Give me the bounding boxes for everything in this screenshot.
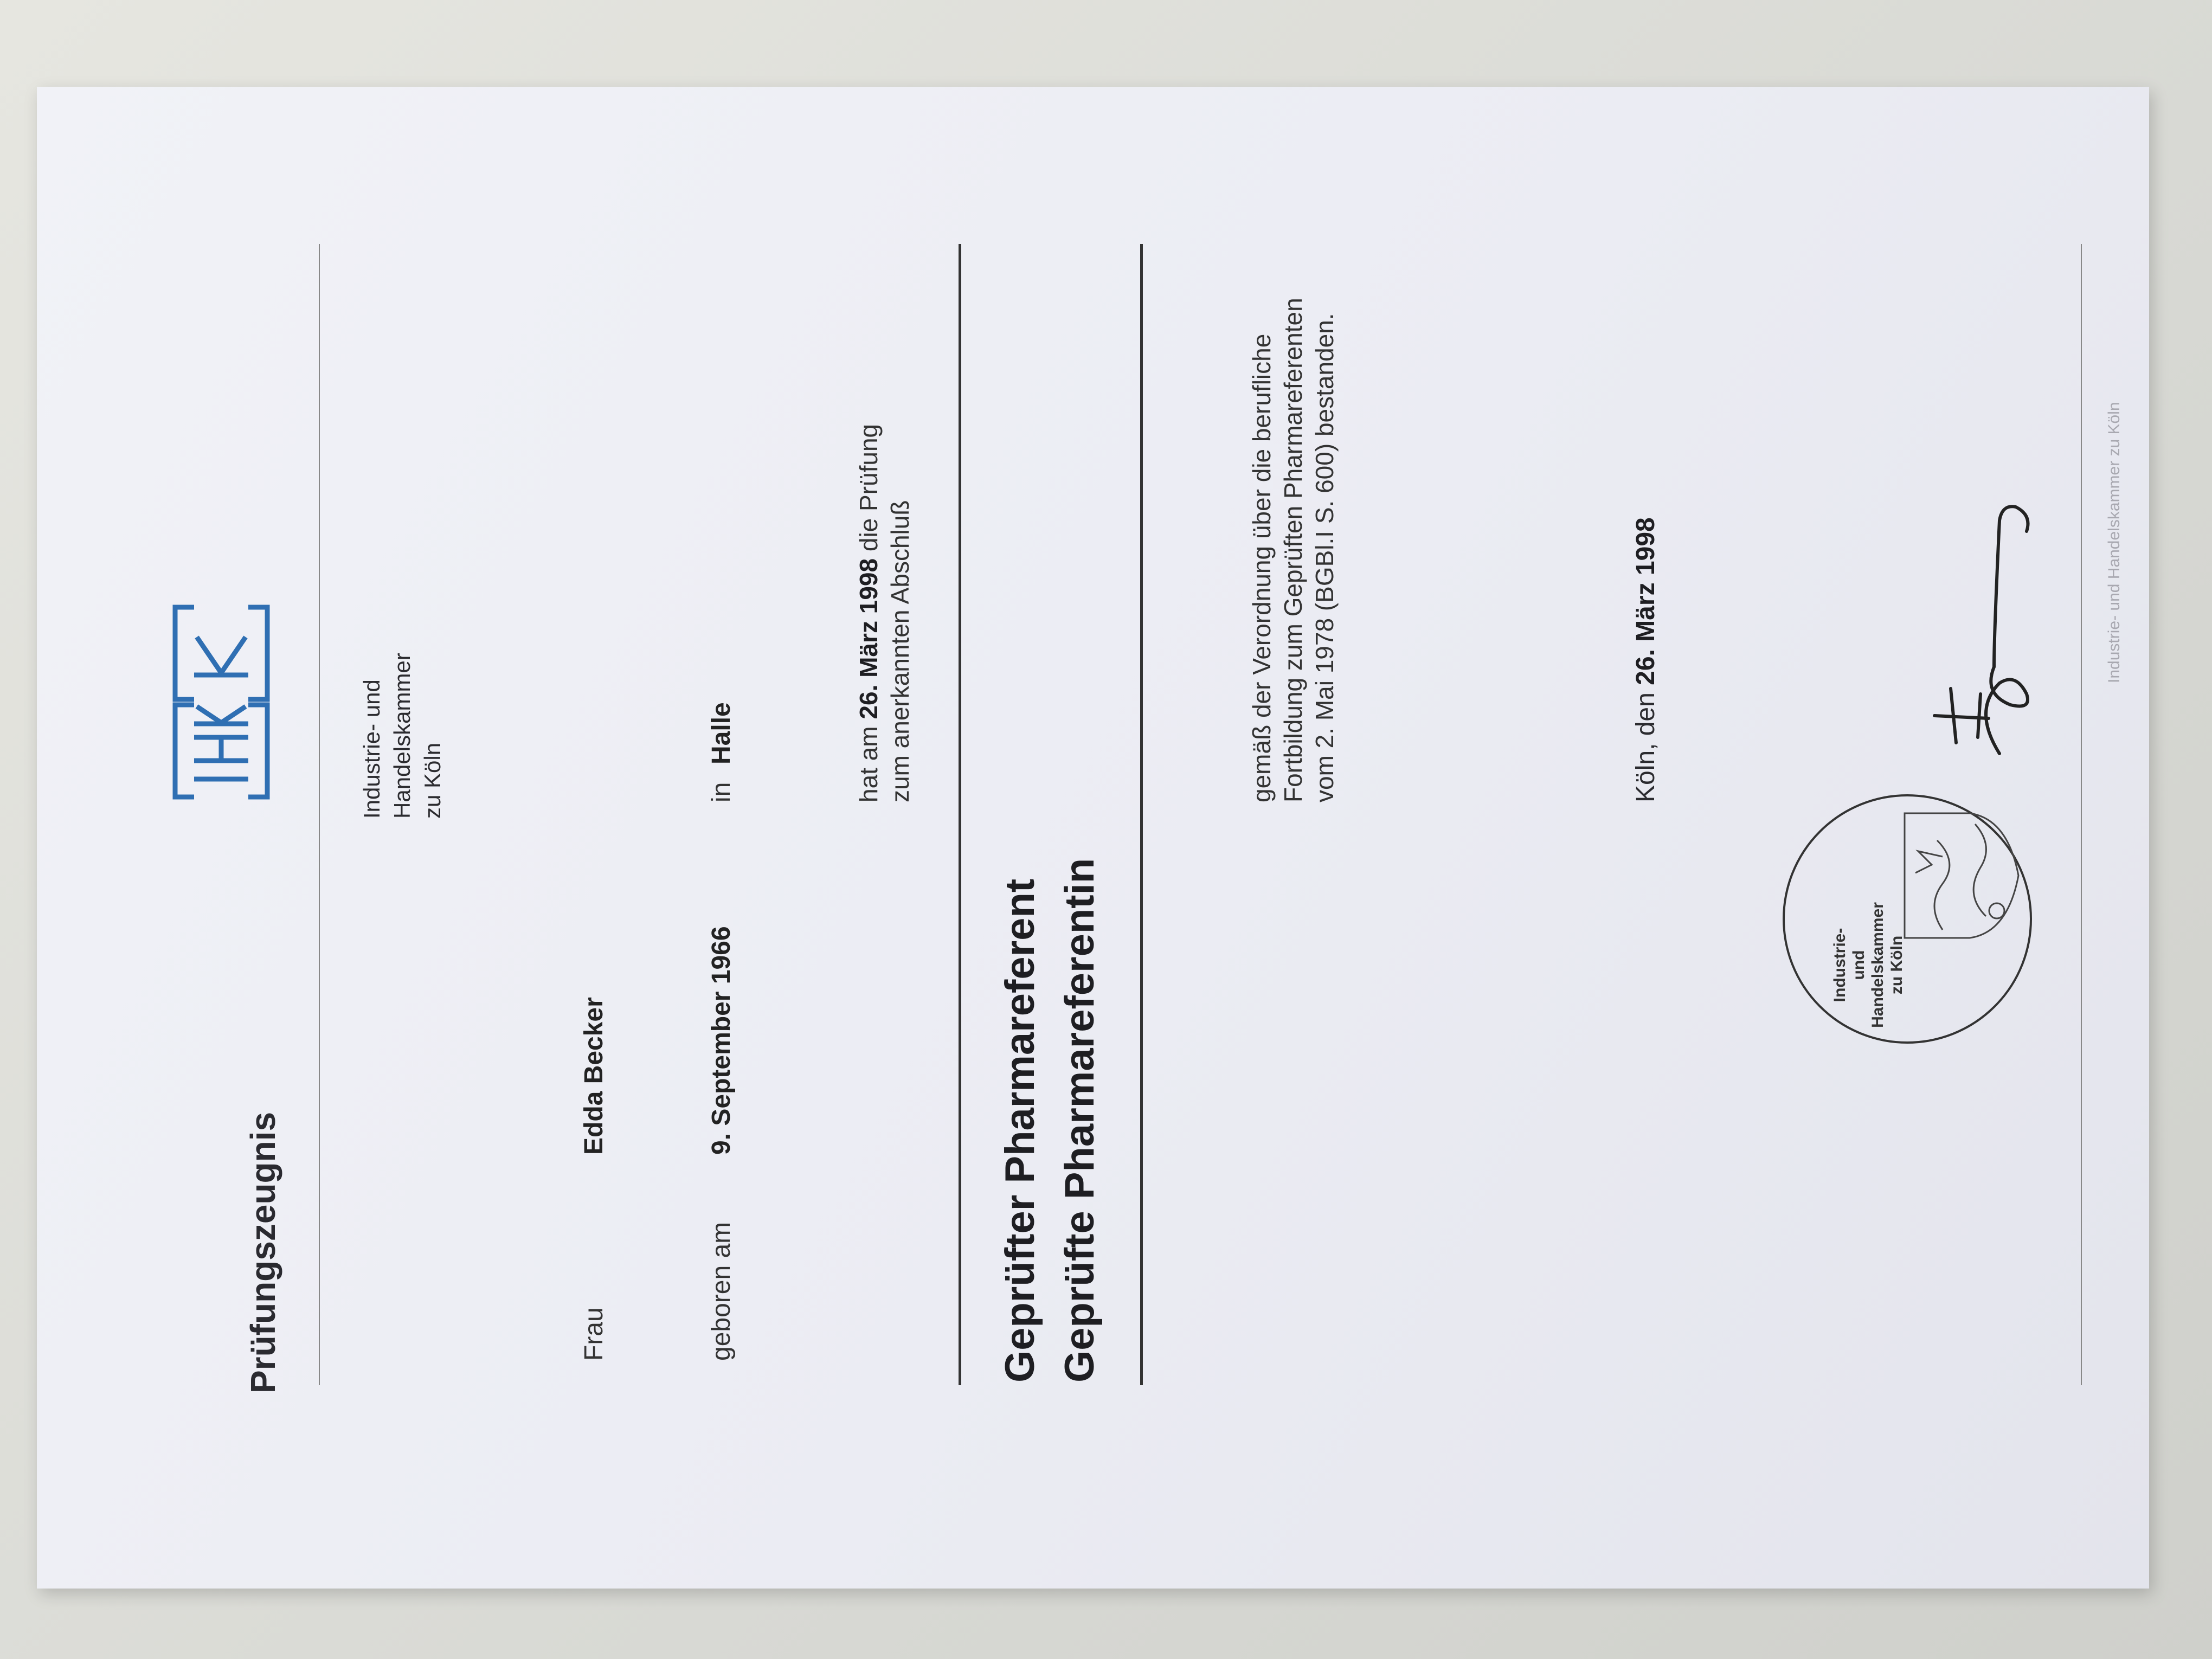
certificate-sheet: [37, 87, 2149, 1589]
exam-line-1: [853, 424, 884, 802]
regulation-line: gemäß der Verordnung über die berufliche: [1248, 333, 1276, 802]
regulation-statement: [1246, 298, 1340, 802]
exam-date: 26. März 1998: [854, 558, 883, 719]
regulation-line: Fortbildung zum Geprüften Pharmareferenten: [1279, 298, 1307, 802]
birth-place: Halle: [707, 702, 736, 764]
birth-date: 9. September 1966: [707, 926, 736, 1155]
document-title: Prüfungszeugnis: [243, 1111, 282, 1393]
qualification-title-male: Geprüfter Pharmareferent: [997, 878, 1043, 1382]
place-and-date: [1631, 517, 1661, 802]
ihk-logo: [172, 605, 270, 800]
header-rule: [319, 244, 320, 1385]
issuer-line: Industrie- und: [359, 679, 384, 819]
salutation: Frau: [580, 1307, 608, 1361]
regulation-line: vom 2. Mai 1978 (BGBl.I S. 600) bestanden.: [1310, 313, 1339, 802]
holder-name: Edda Becker: [580, 997, 608, 1155]
place-prefix: Köln, den: [1631, 692, 1660, 802]
seal-text-line: Handelskammer: [1869, 902, 1887, 1028]
handwritten-signature: [1924, 493, 2097, 775]
certificate-content: [37, 87, 2149, 1589]
issuer-name: [357, 515, 448, 819]
issuer-line: zu Köln: [420, 742, 445, 819]
qualification-title-female: Geprüfte Pharmareferentin: [1057, 858, 1103, 1382]
title-rule-bottom: [1140, 244, 1143, 1385]
exam-prefix: hat am: [854, 726, 883, 802]
seal-text-line: und: [1850, 950, 1868, 980]
issuer-line: Handelskammer: [389, 653, 415, 819]
chamber-seal: [1780, 792, 2035, 1046]
title-rule-top: [959, 244, 961, 1385]
seal-text-line: Industrie-: [1831, 928, 1849, 1002]
exam-suffix: die Prüfung: [854, 423, 883, 552]
footer-rule: [2081, 244, 2082, 1385]
seal-text-line: zu Köln: [1888, 935, 1906, 995]
exam-line-2: zum anerkannten Abschluß: [886, 500, 914, 802]
footer-organization: Industrie- und Handelskammer zu Köln: [2105, 402, 2123, 683]
issue-date: 26. März 1998: [1631, 517, 1660, 685]
birth-date-label: geboren am: [707, 1221, 736, 1361]
exam-statement: [853, 424, 916, 802]
birth-place-label: in: [707, 782, 736, 802]
